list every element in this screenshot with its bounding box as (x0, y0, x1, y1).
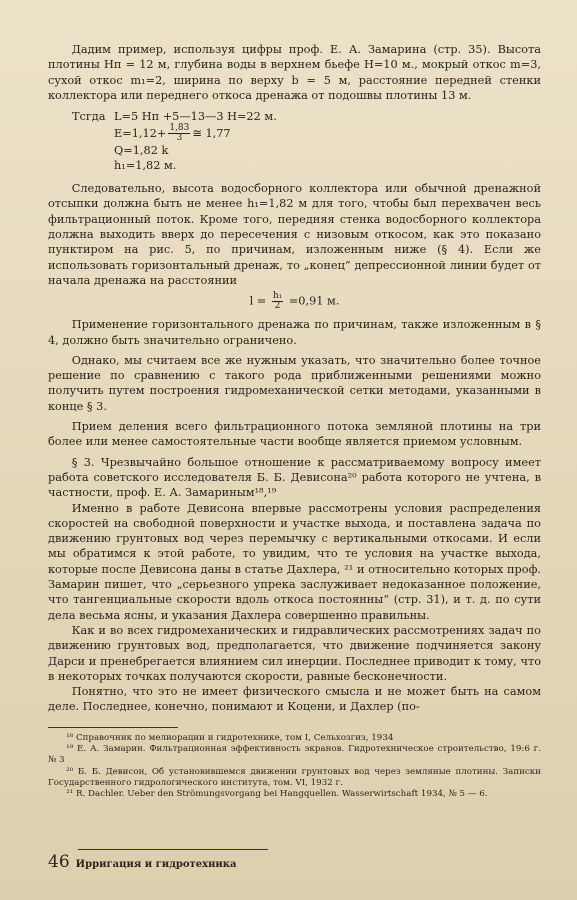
formula-l-right: =0,91 м. (288, 294, 340, 308)
formula-l-small (48, 292, 541, 311)
paragraph-4: Прием деления всего фильтрационного потока земляной плотины на три более или менее самостоятельные части вообще является приемом условным. (48, 420, 541, 449)
formula-block (48, 109, 541, 173)
formula-l-expr: L=5 Hп +5—13—3 H=22 м. (114, 110, 277, 124)
formula-q-expr: Q=1,82 k (114, 144, 169, 158)
formula-e-num: 1,83 (169, 123, 190, 134)
paragraph-3: Однако, мы считаем все же нужным указать, что значительно более точное решение по сравнению с такого рода приближенными решениями можно получить путем построения гидромеханической сетки методами, указанными в конце § 3. (48, 353, 541, 413)
formula-e-right: ≅ 1,77 (192, 127, 231, 141)
page-footer (48, 852, 237, 872)
formula-l (48, 109, 541, 124)
footnote-19: ¹⁹ Е. А. Замарин. Фильтрационная эффективность экранов. Гидротехническое строительство, 19:6 г. № 3 (48, 743, 541, 766)
footnote-rule (48, 727, 178, 728)
formula-h-expr: h₁=1,82 м. (114, 159, 177, 173)
page-number: 46 (48, 852, 70, 872)
formula-h (48, 158, 541, 173)
formula-l-num: h₁ (272, 291, 283, 302)
paragraph-7: Как и во всех гидромеханических и гидравлических рассмотрениях задач по движению грунтовых вод, предполагается, что движение подчиняется закону Дарси и пренебрегается влиянием сил инерции. Последнее приводит к тому, что в некоторых точках получаются скорости, равные бесконечности. (48, 623, 541, 683)
footnote-21: ²¹ R. Dachler. Ueber den Strömungsvorgang bei Hangquellen. Wasserwirtschaft 1934, № 5 — 6. (66, 789, 488, 800)
intro-paragraph: Дадим пример, используя цифры проф. Е. А. Замарина (стр. 35). Высота плотины Hп = 12 м, глубина воды в верхнем бьефе H=10 м., мокрый откос m=3, сухой откос m₁=2, ширина по верху b = 5 м, расстояние передней стенки коллектора или переднего откоса дренажа от подошвы плотины 13 м. (48, 43, 541, 102)
paragraph-5: § 3. Чрезвычайно большое отношение к рассматриваемому вопросу имеет работа советского исследователя Б. Б. Девисона²⁰ работа которого не учтена, в частности, проф. Е. А. Замариным¹⁸,¹⁹ (48, 455, 541, 500)
formula-e (48, 124, 541, 143)
formula-e-left: E=1,12+ (114, 127, 167, 141)
footnote-20: ²⁰ Б. Б. Девисон, Об установившемся движении грунтовых вод через земляные плотины. Записки Государственного гидрологического института, том. VI, 1932 г. (48, 766, 541, 788)
formula-e-den: 3 (176, 133, 183, 144)
paragraph-8: Понятно, что это не имеет физического смысла и не может быть на самом деле. Последнее, конечно, понимают и Коцени, и Дахлер (по- (48, 685, 541, 714)
footnote-18: ¹⁸ Справочник по мелиорации и гидротехнике, том I, Сельхозгиз, 1934 (66, 732, 394, 743)
formula-l-fraction (272, 292, 283, 311)
journal-title: Ирригация и гидротехника (75, 859, 237, 870)
formula-lead: Тсгда (72, 110, 106, 124)
formula-l-left: l = (249, 294, 267, 308)
footer-rule (78, 849, 268, 850)
formula-q (48, 143, 541, 158)
footnotes (48, 733, 541, 801)
formula-e-fraction (168, 124, 190, 143)
paragraph-6: Именно в работе Девисона впервые рассмотрены условия распределения скоростей на свободной поверхности и участке выхода, и поставлена задача по движению грунтовых вод через перемычку с вертикальными откосами. И если мы обратимся к этой работе, то увидим, что те условия на участке выхода, которые после Девисона даны в статье Дахлера, ²¹ и относительно которых проф. Замарин пишет, что „серьезного упрека заслуживает недоказанное положение, что тангенциальные скорости вдоль откоса постоянны“ (стр. 31), и т. д. по сути дела весьма ясны, и указания Дахлера совершенно правильны. (48, 501, 541, 622)
paragraph-2: Применение горизонтального дренажа по причинам, также изложенным в § 4, должно быть значительно ограничено. (48, 318, 541, 347)
paragraph-1: Следовательно, высота водосборного коллектора или обычной дренажной отсыпки должна быть не менее h₁=1,82 м для того, чтобы был перехвачен весь фильтрационный поток. Кроме того, передняя стенка водосборного коллектора должна выходить вверх до пересечения с низовым откосом, как это показано пунктиром на рис. 5, по причинам, изложенным ниже (§ 4). Если же использовать горизонтальный дренаж, то „конец“ депрессионной линии будет от начала дренажа на расстоянии (48, 182, 541, 287)
formula-l-den: 2 (274, 301, 281, 312)
